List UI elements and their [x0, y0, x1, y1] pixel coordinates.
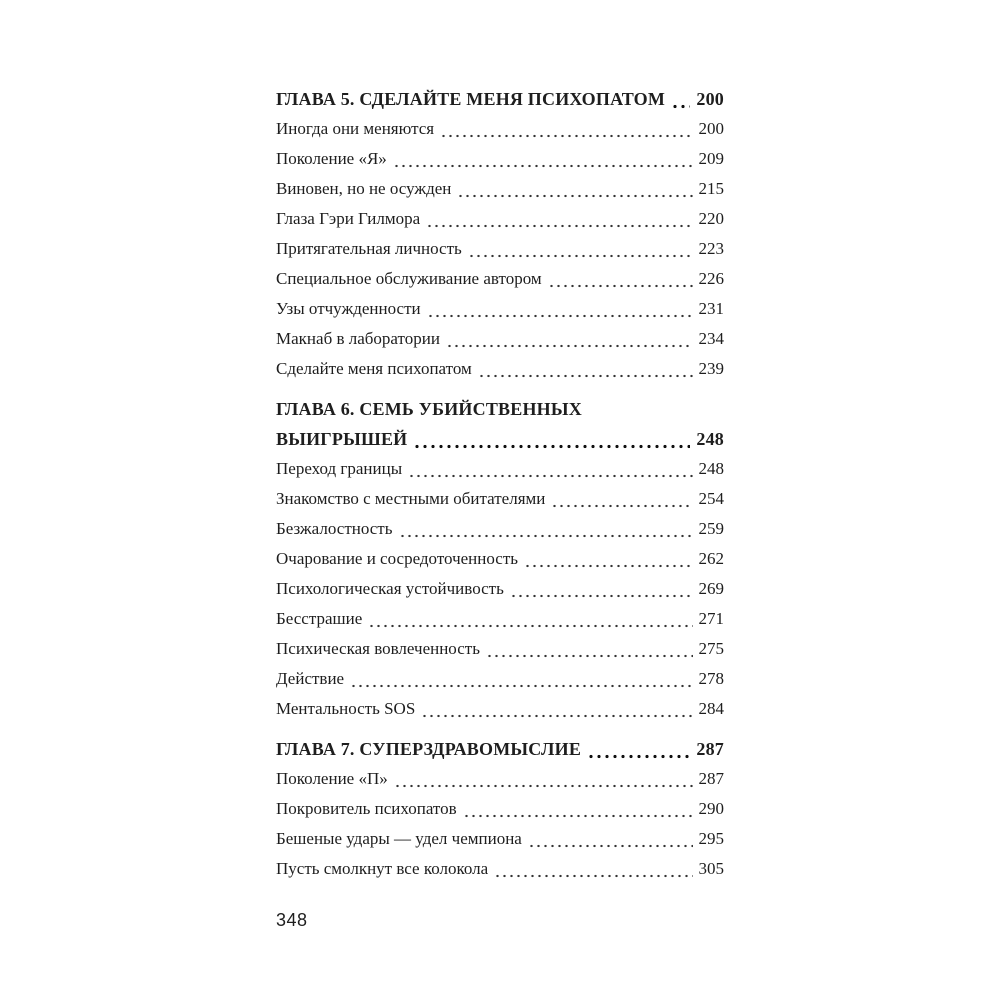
entry-page-number: 215 — [698, 179, 724, 198]
toc-entry — [276, 234, 724, 264]
page-number: 348 — [276, 910, 308, 930]
dot-leader — [408, 474, 692, 478]
dot-leader — [457, 194, 692, 198]
entry-page-number: 262 — [698, 549, 724, 568]
section-list — [276, 114, 724, 384]
entry-title: Пусть смолкнут все колокола — [276, 859, 489, 878]
toc-entry — [276, 114, 724, 144]
entry-title: Притягательная личность — [276, 239, 462, 258]
dot-leader — [440, 134, 692, 138]
entry-page-number: 200 — [698, 119, 724, 138]
toc-entry — [276, 264, 724, 294]
entry-page-number: 259 — [698, 519, 724, 538]
entry-title: Сделайте меня психопатом — [276, 359, 472, 378]
section-list — [276, 454, 724, 724]
chapter-title: ГЛАВА 5. СДЕЛАЙТЕ МЕНЯ ПСИХОПАТОМ — [276, 89, 666, 109]
toc-entry — [276, 664, 724, 694]
toc-entry — [276, 764, 724, 794]
dot-leader — [486, 654, 693, 658]
dot-leader — [478, 374, 693, 378]
entry-title: Бешеные удары — удел чемпиона — [276, 829, 522, 848]
chapter-page-number: 248 — [696, 429, 724, 449]
dot-leader — [510, 594, 693, 598]
dot-leader — [426, 224, 692, 228]
dot-leader — [548, 284, 693, 288]
entry-page-number: 287 — [698, 769, 724, 788]
toc-entry — [276, 294, 724, 324]
entry-page-number: 254 — [698, 489, 724, 508]
dot-leader — [551, 504, 692, 508]
entry-page-number: 275 — [698, 639, 724, 658]
chapter-title: ГЛАВА 7. СУПЕРЗДРАВОМЫСЛИЕ — [276, 739, 582, 759]
dot-leader — [446, 344, 693, 348]
entry-page-number: 248 — [698, 459, 724, 478]
chapter-section — [276, 84, 724, 384]
entry-page-number: 290 — [698, 799, 724, 818]
chapter-heading-row — [276, 734, 724, 764]
table-of-contents — [276, 84, 724, 894]
dot-leader — [671, 104, 690, 109]
chapter-heading-row — [276, 84, 724, 114]
entry-page-number: 269 — [698, 579, 724, 598]
toc-entry — [276, 204, 724, 234]
entry-page-number: 239 — [698, 359, 724, 378]
entry-title: Поколение «Я» — [276, 149, 387, 168]
entry-page-number: 223 — [698, 239, 724, 258]
chapter-page-number: 287 — [696, 739, 724, 759]
entry-title: Действие — [276, 669, 345, 688]
toc-entry — [276, 824, 724, 854]
entry-title: Психическая вовлеченность — [276, 639, 480, 658]
section-list — [276, 764, 724, 884]
chapter-heading-row — [276, 424, 724, 454]
dot-leader — [587, 754, 690, 759]
dot-leader — [427, 314, 693, 318]
entry-title: Безжалостность — [276, 519, 393, 538]
chapter-title: ГЛАВА 6. СЕМЬ УБИЙСТВЕННЫХ — [276, 399, 582, 419]
entry-page-number: 295 — [698, 829, 724, 848]
toc-entry — [276, 324, 724, 354]
toc-entry — [276, 574, 724, 604]
toc-entry — [276, 454, 724, 484]
dot-leader — [524, 564, 692, 568]
entry-title: Ментальность SOS — [276, 699, 416, 718]
entry-title: Иногда они меняются — [276, 119, 435, 138]
entry-title: Узы отчужденности — [276, 299, 421, 318]
toc-entry — [276, 144, 724, 174]
toc-entry — [276, 354, 724, 384]
dot-leader — [413, 444, 690, 449]
entry-page-number: 220 — [698, 209, 724, 228]
entry-title: Специальное обслуживание автором — [276, 269, 542, 288]
entry-title: Глаза Гэри Гилмора — [276, 209, 421, 228]
chapter-page-number: 200 — [696, 89, 724, 109]
dot-leader — [421, 714, 692, 718]
entry-title: Психологическая устойчивость — [276, 579, 504, 598]
entry-title: Покровитель психопатов — [276, 799, 457, 818]
entry-title: Поколение «П» — [276, 769, 388, 788]
entry-page-number: 271 — [698, 609, 724, 628]
dot-leader — [463, 814, 693, 818]
entry-title: Переход границы — [276, 459, 403, 478]
chapter-title: ВЫИГРЫШЕЙ — [276, 429, 408, 449]
entry-page-number: 231 — [698, 299, 724, 318]
dot-leader — [350, 684, 692, 688]
toc-entry — [276, 174, 724, 204]
entry-page-number: 226 — [698, 269, 724, 288]
dot-leader — [528, 844, 693, 848]
toc-entry — [276, 514, 724, 544]
dot-leader — [399, 534, 693, 538]
chapter-section — [276, 394, 724, 724]
dot-leader — [494, 874, 692, 878]
toc-entry — [276, 484, 724, 514]
toc-entry — [276, 854, 724, 884]
entry-page-number: 234 — [698, 329, 724, 348]
entry-title: Знакомство с местными обитателями — [276, 489, 546, 508]
entry-title: Макнаб в лаборатории — [276, 329, 440, 348]
toc-entry — [276, 794, 724, 824]
toc-entry — [276, 694, 724, 724]
toc-entry — [276, 544, 724, 574]
entry-title: Бесстрашие — [276, 609, 363, 628]
dot-leader — [394, 784, 693, 788]
toc-entry — [276, 604, 724, 634]
entry-page-number: 209 — [698, 149, 724, 168]
toc-entry — [276, 634, 724, 664]
entry-title: Виновен, но не осужден — [276, 179, 452, 198]
entry-page-number: 305 — [698, 859, 724, 878]
dot-leader — [468, 254, 693, 258]
chapter-section — [276, 734, 724, 884]
entry-title: Очарование и сосредоточенность — [276, 549, 519, 568]
dot-leader — [393, 164, 693, 168]
dot-leader — [368, 624, 692, 628]
entry-page-number: 284 — [698, 699, 724, 718]
entry-page-number: 278 — [698, 669, 724, 688]
